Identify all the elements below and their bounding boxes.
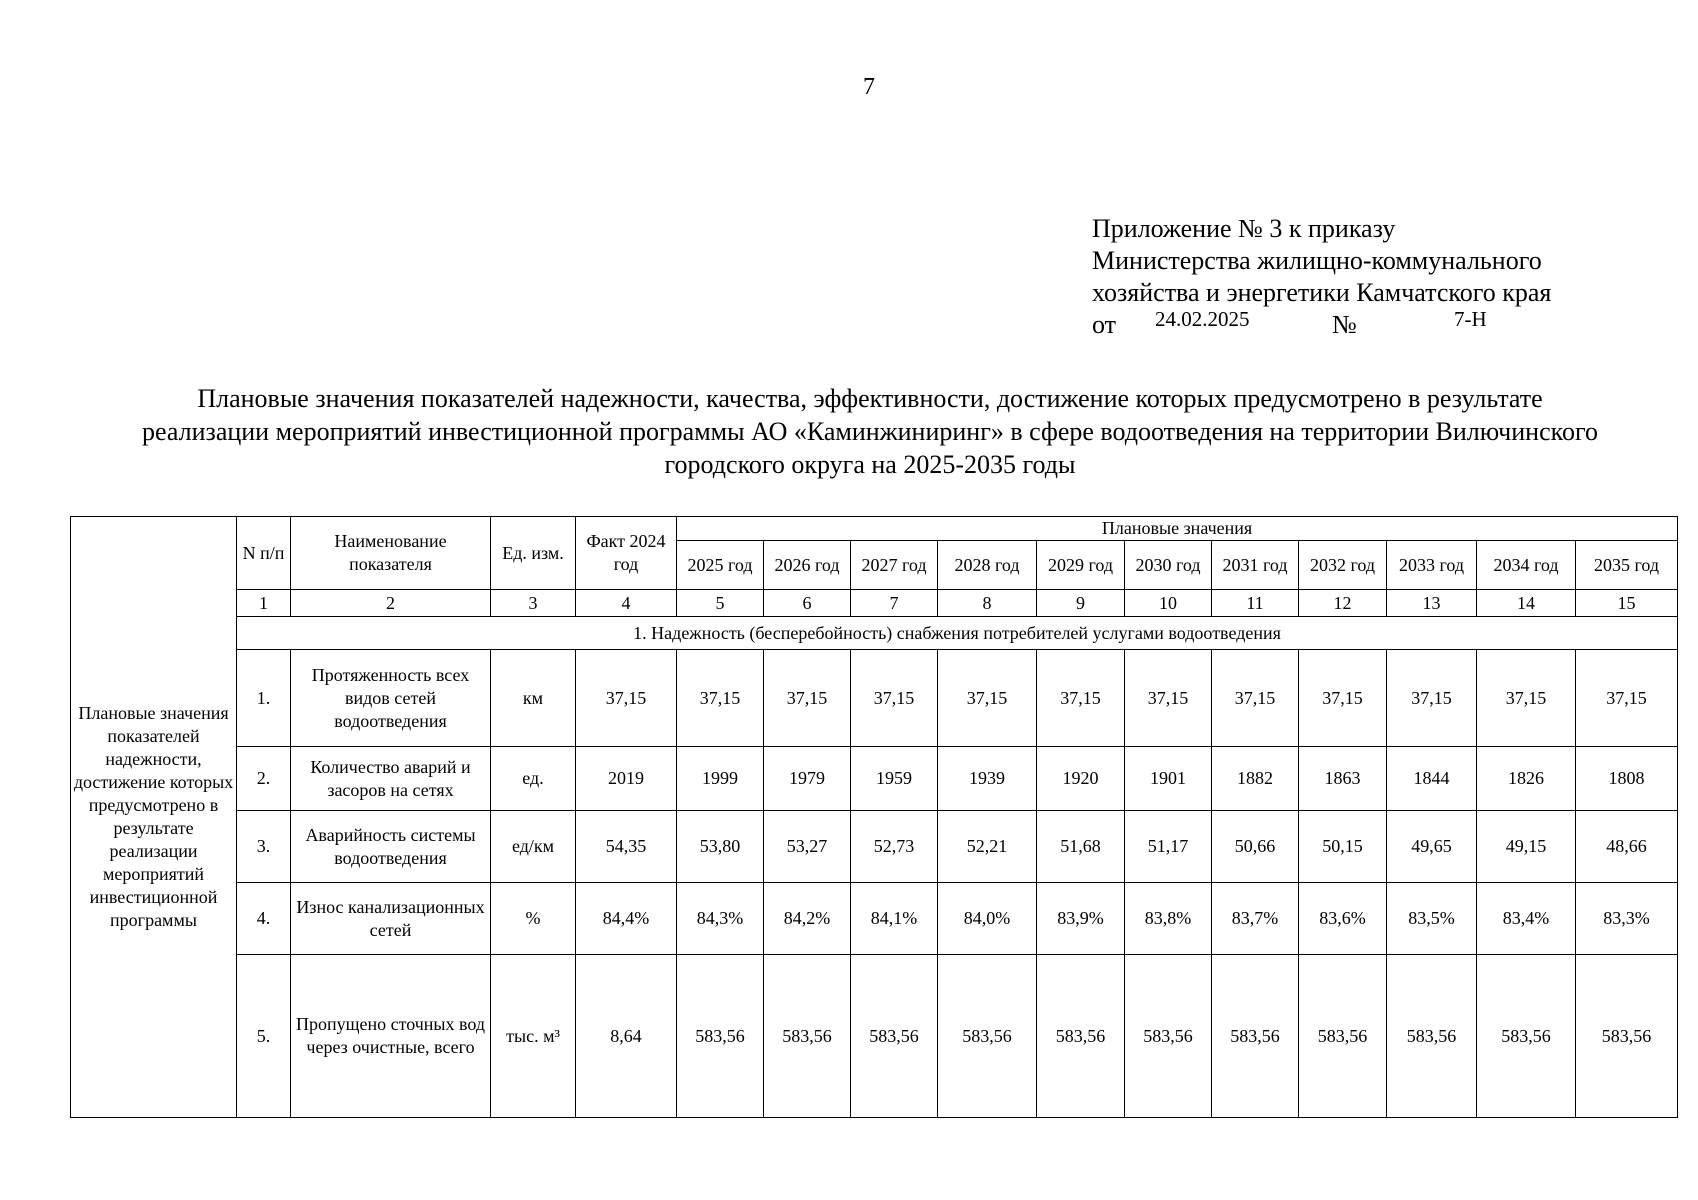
appendix-date-line: [1092, 309, 1551, 341]
row-value: 583,56: [851, 955, 938, 1118]
table-row: [71, 883, 1678, 955]
header-year: 2032 год: [1299, 541, 1387, 590]
row-value: 1959: [851, 747, 938, 811]
row-value: 83,7%: [1212, 883, 1299, 955]
row-value: 51,17: [1125, 811, 1212, 883]
row-value: 37,15: [938, 650, 1037, 747]
column-number: 3: [491, 590, 576, 617]
row-fact: 2019: [576, 747, 677, 811]
row-value: 83,9%: [1037, 883, 1125, 955]
document-title: [60, 382, 1680, 481]
row-value: 583,56: [1037, 955, 1125, 1118]
row-value: 37,15: [1299, 650, 1387, 747]
column-number: 14: [1477, 590, 1576, 617]
row-value: 37,15: [677, 650, 764, 747]
header-name: Наименование показателя: [291, 517, 491, 590]
row-value: 49,65: [1387, 811, 1477, 883]
row-value: 583,56: [1125, 955, 1212, 1118]
header-year: 2025 год: [677, 541, 764, 590]
row-value: 583,56: [1477, 955, 1576, 1118]
row-value: 583,56: [764, 955, 851, 1118]
row-value: 1939: [938, 747, 1037, 811]
row-name: Количество аварий и засоров на сетях: [291, 747, 491, 811]
row-value: 583,56: [677, 955, 764, 1118]
header-year: 2034 год: [1477, 541, 1576, 590]
row-value: 1999: [677, 747, 764, 811]
row-value: 52,21: [938, 811, 1037, 883]
appendix-line-2: Министерства жилищно-коммунального: [1092, 246, 1542, 275]
row-num: 5.: [237, 955, 291, 1118]
row-value: 83,5%: [1387, 883, 1477, 955]
row-value: 37,15: [851, 650, 938, 747]
column-number: 6: [764, 590, 851, 617]
header-year: 2026 год: [764, 541, 851, 590]
row-value: 84,3%: [677, 883, 764, 955]
table-row: [71, 811, 1678, 883]
row-unit: тыс. м³: [491, 955, 576, 1118]
row-value: 583,56: [1576, 955, 1678, 1118]
row-value: 37,15: [1212, 650, 1299, 747]
ot-label: от: [1092, 310, 1117, 339]
order-number: 7-Н: [1454, 307, 1487, 331]
column-number: 15: [1576, 590, 1678, 617]
row-value: 83,4%: [1477, 883, 1576, 955]
header-year: 2035 год: [1576, 541, 1678, 590]
column-number: 4: [576, 590, 677, 617]
row-value: 37,15: [1477, 650, 1576, 747]
header-year: 2027 год: [851, 541, 938, 590]
row-value: 1808: [1576, 747, 1678, 811]
row-value: 84,1%: [851, 883, 938, 955]
header-year: 2030 год: [1125, 541, 1212, 590]
row-value: 583,56: [1387, 955, 1477, 1118]
header-planned: Плановые значения: [677, 517, 1678, 541]
header-num: N п/п: [237, 517, 291, 590]
appendix-line-1: Приложение № 3 к приказу: [1092, 214, 1396, 243]
table-row: [71, 747, 1678, 811]
row-value: 83,3%: [1576, 883, 1678, 955]
row-unit: ед/км: [491, 811, 576, 883]
row-value: 48,66: [1576, 811, 1678, 883]
row-value: 583,56: [1299, 955, 1387, 1118]
column-number: 11: [1212, 590, 1299, 617]
section-title: 1. Надежность (бесперебойность) снабжения потребителей услугами водоотведения: [237, 617, 1678, 650]
row-value: 583,56: [1212, 955, 1299, 1118]
row-value: 52,73: [851, 811, 938, 883]
indicators-table: [70, 516, 1678, 1118]
header-year: 2029 год: [1037, 541, 1125, 590]
row-num: 1.: [237, 650, 291, 747]
column-number: 13: [1387, 590, 1477, 617]
row-value: 1826: [1477, 747, 1576, 811]
row-value: 37,15: [1576, 650, 1678, 747]
title-line-3: городского округа на 2025-2035 годы: [664, 450, 1076, 479]
appendix-line-3: хозяйства и энергетики Камчатского края: [1092, 278, 1552, 307]
table-row: [71, 955, 1678, 1118]
column-number: 5: [677, 590, 764, 617]
row-unit: км: [491, 650, 576, 747]
row-value: 37,15: [1125, 650, 1212, 747]
row-name: Пропущено сточных вод через очистные, всего: [291, 955, 491, 1118]
order-date: 24.02.2025: [1155, 307, 1250, 331]
row-name: Аварийность системы водоотведения: [291, 811, 491, 883]
row-value: 1863: [1299, 747, 1387, 811]
page-number: 7: [863, 74, 875, 100]
row-value: 53,27: [764, 811, 851, 883]
header-year: 2033 год: [1387, 541, 1477, 590]
title-line-2: реализации мероприятий инвестиционной программы АО «Каминжиниринг» в сфере водоотведения на территории Вилючинского: [142, 417, 1598, 446]
row-value: 50,15: [1299, 811, 1387, 883]
header-unit: Ед. изм.: [491, 517, 576, 590]
row-value: 50,66: [1212, 811, 1299, 883]
number-sign: №: [1332, 310, 1357, 339]
row-num: 3.: [237, 811, 291, 883]
row-value: 1844: [1387, 747, 1477, 811]
row-fact: 54,35: [576, 811, 677, 883]
row-fact: 84,4%: [576, 883, 677, 955]
column-number: 8: [938, 590, 1037, 617]
row-group-label: Плановые значения показателей надежности, достижение которых предусмотрено в результате реализации мероприятий инвестиционной программы: [71, 517, 237, 1118]
column-number: 7: [851, 590, 938, 617]
row-value: 583,56: [938, 955, 1037, 1118]
row-unit: %: [491, 883, 576, 955]
column-number: 12: [1299, 590, 1387, 617]
column-number: 9: [1037, 590, 1125, 617]
row-value: 1901: [1125, 747, 1212, 811]
row-value: 37,15: [1037, 650, 1125, 747]
column-number: 1: [237, 590, 291, 617]
row-value: 1882: [1212, 747, 1299, 811]
header-year: 2031 год: [1212, 541, 1299, 590]
table-row: [71, 650, 1678, 747]
row-fact: 8,64: [576, 955, 677, 1118]
row-value: 1920: [1037, 747, 1125, 811]
row-value: 84,0%: [938, 883, 1037, 955]
row-value: 51,68: [1037, 811, 1125, 883]
row-fact: 37,15: [576, 650, 677, 747]
row-value: 1979: [764, 747, 851, 811]
appendix-block: [1092, 213, 1551, 341]
row-value: 37,15: [1387, 650, 1477, 747]
row-value: 84,2%: [764, 883, 851, 955]
row-value: 53,80: [677, 811, 764, 883]
title-line-1: Плановые значения показателей надежности, качества, эффективности, достижение которых предусмотрено в результате: [197, 384, 1543, 413]
row-name: Протяженность всех видов сетей водоотведения: [291, 650, 491, 747]
row-unit: ед.: [491, 747, 576, 811]
header-fact: Факт 2024 год: [576, 517, 677, 590]
header-year: 2028 год: [938, 541, 1037, 590]
row-num: 2.: [237, 747, 291, 811]
row-value: 49,15: [1477, 811, 1576, 883]
row-num: 4.: [237, 883, 291, 955]
column-number: 10: [1125, 590, 1212, 617]
row-value: 37,15: [764, 650, 851, 747]
row-value: 83,8%: [1125, 883, 1212, 955]
row-value: 83,6%: [1299, 883, 1387, 955]
column-number: 2: [291, 590, 491, 617]
row-name: Износ канализационных сетей: [291, 883, 491, 955]
